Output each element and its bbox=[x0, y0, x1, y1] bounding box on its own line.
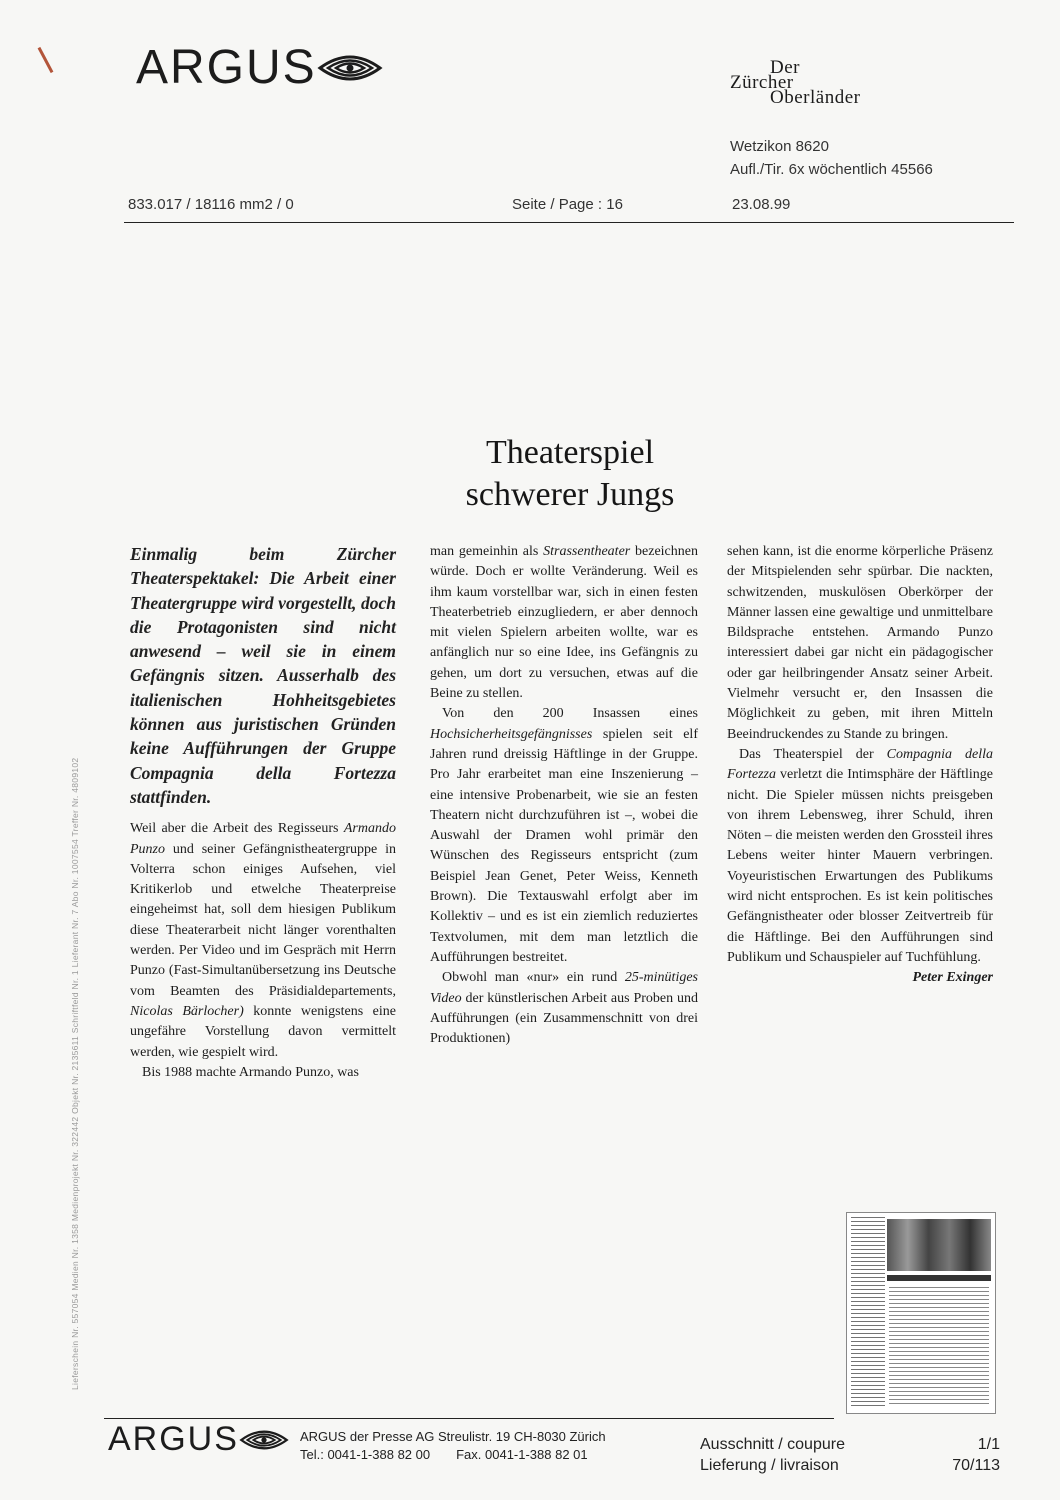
text-run: bezeichnen würde. Doch er wollte Veränderung. Weil es ihm kaum vorstellbar war, sich in einen festen Theaterbetrieb einzugliedern, er aber dennoch mit vielen Spielern arbeiten wollte, war es anfänglich nur so eine Idee, ins Gefängnis zu gehen, um dort zu versuchen, etwas auf die Beine zu stellen. bbox=[430, 544, 698, 702]
ausschnitt-value: 1/1 bbox=[977, 1436, 1000, 1453]
article-lead: Einmalig beim Zürcher Theaterspektakel: Die Arbeit einer Theatergruppe wird vorgestellt, doch die Protagonisten sind nicht anwesend – weil sie in einem Gefängnis sitzen. Ausserhalb des italienischen Hohheitsgebietes können aus juristischen Gründen keine Aufführungen der Gruppe Compagnia della Fortezza stattfinden. bbox=[130, 544, 396, 807]
eye-icon bbox=[239, 1426, 289, 1454]
company-fax: Fax. 0041-1-388 82 01 bbox=[456, 1447, 588, 1462]
eye-icon bbox=[317, 50, 383, 86]
paragraph bbox=[430, 542, 698, 704]
paragraph bbox=[430, 704, 698, 968]
paragraph bbox=[130, 819, 396, 1063]
page-thumbnail bbox=[846, 1212, 996, 1414]
italic-term: Hochsicherheitsgefängnisses bbox=[430, 726, 593, 742]
text-run: und seiner Gefängnistheatergruppe in Volterra schon einiges Aufsehen, viel Kritikerlob und etwelche Theaterpreise eingeheimst hat, soll dem hiesigen Publikum diese Theaterarbeit nicht länger vorenthalten werden. Per Video und im Gespräch mit Herrn Punzo (Fast-Simultanübersetzung ins Deutsche vom Beamten des Präsidialdepartements, bbox=[130, 841, 396, 999]
publication-location: Wetzikon 8620 bbox=[730, 138, 829, 155]
article-column-1 bbox=[130, 542, 396, 1083]
paragraph bbox=[430, 968, 698, 1049]
paragraph: Bis 1988 machte Armando Punzo, was bbox=[142, 1064, 359, 1080]
clipping-reference: 833.017 / 18116 mm2 / 0 bbox=[128, 196, 294, 213]
italic-term: Strassentheater bbox=[543, 544, 631, 559]
footer-divider bbox=[104, 1418, 834, 1419]
paragraph: sehen kann, ist die enorme körperliche Präsenz der Mitspielenden sehr spürbar. Die nackten, schwitzenden, muskulösen Oberkörper der Männer lassen eine gewaltige und unmittelbare Bildsprache entstehen. Armando Punzo interessiert dabei gar nicht ein pädagogischer oder gar heilbringender Ansatz seiner Arbeit. Vielmehr versucht er, den Insassen die Möglichkeit zu geben, mit ihren Mitteln Beeindruckendes zu Stande zu bringen. bbox=[727, 544, 993, 742]
text-run: verletzt die Intimsphäre der Häftlinge nicht. Die Spieler müssen nichts preisgeben von ihrem Lebensweg, ihrer Schuld, ihren Nöten – die meisten werden den Grossteil ihres Lebens weiter hinter Mauern verbringen. Voyeuristischen Erwartungen des Publikums wird nicht entsprochen. Es ist kein politisches Gefängnistheater oder blosser Zeitvertreib für die Häftlinge. Bei den Aufführungen sind Publikum und Schauspieler auf Tuchfühlung. bbox=[727, 767, 993, 965]
argus-logo-text: ARGUS bbox=[136, 41, 317, 94]
italic-name: Nicolas Bärlocher) bbox=[130, 1003, 244, 1019]
footer-counts bbox=[700, 1434, 1000, 1476]
text-run: Weil aber die Arbeit des Regisseurs bbox=[130, 821, 344, 837]
italic-name: Armando Punzo bbox=[130, 821, 396, 857]
clipping-page-number: Seite / Page : 16 bbox=[512, 196, 623, 213]
lieferung-row bbox=[700, 1455, 1000, 1476]
thumbnail-headline bbox=[887, 1275, 991, 1281]
article-column-3 bbox=[727, 542, 993, 989]
contact-row bbox=[300, 1446, 606, 1464]
text-run: der künstlerischen Arbeit aus Proben und Aufführungen (ein Zusammenschnitt von drei Produktionen) bbox=[430, 990, 698, 1047]
lieferung-label: Lieferung / livraison bbox=[700, 1457, 839, 1474]
article-column-2 bbox=[430, 542, 698, 1049]
ausschnitt-row bbox=[700, 1434, 1000, 1455]
text-run: man gemeinhin als bbox=[430, 544, 544, 559]
publication-circulation: Aufl./Tir. 6x wöchentlich 45566 bbox=[730, 161, 933, 178]
argus-logo-text: ARGUS bbox=[108, 1420, 239, 1458]
ausschnitt-label: Ausschnitt / coupure bbox=[700, 1436, 845, 1453]
lieferung-value: 70/113 bbox=[952, 1457, 1000, 1474]
masthead-line-1: Der bbox=[770, 57, 800, 78]
text-run: Von den 200 Insassen eines bbox=[442, 706, 698, 722]
headline-line-1: Theaterspiel bbox=[485, 434, 655, 471]
thumbnail-text-block bbox=[889, 1287, 989, 1407]
header-divider bbox=[124, 222, 1014, 223]
publication-masthead bbox=[730, 57, 940, 108]
clipping-date: 23.08.99 bbox=[732, 196, 791, 213]
article-headline bbox=[420, 432, 720, 516]
text-run: Obwohl man «nur» ein rund bbox=[442, 970, 625, 986]
text-run: Das Theaterspiel der bbox=[739, 746, 887, 762]
thumbnail-photo bbox=[887, 1219, 991, 1271]
masthead-line-2: Zürcher bbox=[730, 72, 794, 93]
company-phone: Tel.: 0041-1-388 82 00 bbox=[300, 1447, 431, 1462]
thumbnail-text-block bbox=[851, 1217, 885, 1407]
paragraph bbox=[727, 745, 993, 986]
italic-term: 25-minütiges Video bbox=[430, 970, 698, 1006]
side-reference-text: Lieferschein Nr. 557054 Medien Nr. 1358 Medienprojekt Nr. 322442 Objekt Nr. 2135611 Schriftfeld Nr. 1 Lieferant Nr. 7 Abo Nr. 1007554 Treffer Nr. 4809102 bbox=[70, 757, 80, 1390]
text-run: spielen seit elf Jahren rund dreissig Häftlinge in der Gruppe. Pro Jahr erarbeitet man eine Inszenierung – eine intensive Probenarbeit, wie sie an festen Theatern nicht durchzuführen ist –, wobei die Auswahl der Dramen wohl primär den Wünschen des Regisseurs entspricht (zum Beispiel Jean Genet, Peter Weiss, Kenneth Brown). Die Textauswahl erfolgt aber im Kollektiv – und es ist ein ziemlich reduziertes Textvolumen, mit dem man letztlich die Aufführungen bestreitet. bbox=[430, 726, 698, 965]
headline-line-2: schwerer Jungs bbox=[465, 476, 675, 513]
text-run: konnte wenigstens eine ungefähre Vorstellung davon vermittelt werden, wie gespielt wird. bbox=[130, 1003, 396, 1060]
pen-mark bbox=[38, 47, 54, 73]
footer-company-info bbox=[300, 1428, 606, 1464]
argus-logo-top bbox=[136, 40, 383, 95]
article-author: Peter Exinger bbox=[912, 970, 993, 986]
italic-name: Compagnia della Fortezza bbox=[727, 746, 993, 783]
argus-logo-bottom bbox=[108, 1420, 289, 1459]
company-address: ARGUS der Presse AG Streulistr. 19 CH-8030 Zürich bbox=[300, 1429, 606, 1444]
masthead-line-3: Oberländer bbox=[770, 87, 861, 108]
